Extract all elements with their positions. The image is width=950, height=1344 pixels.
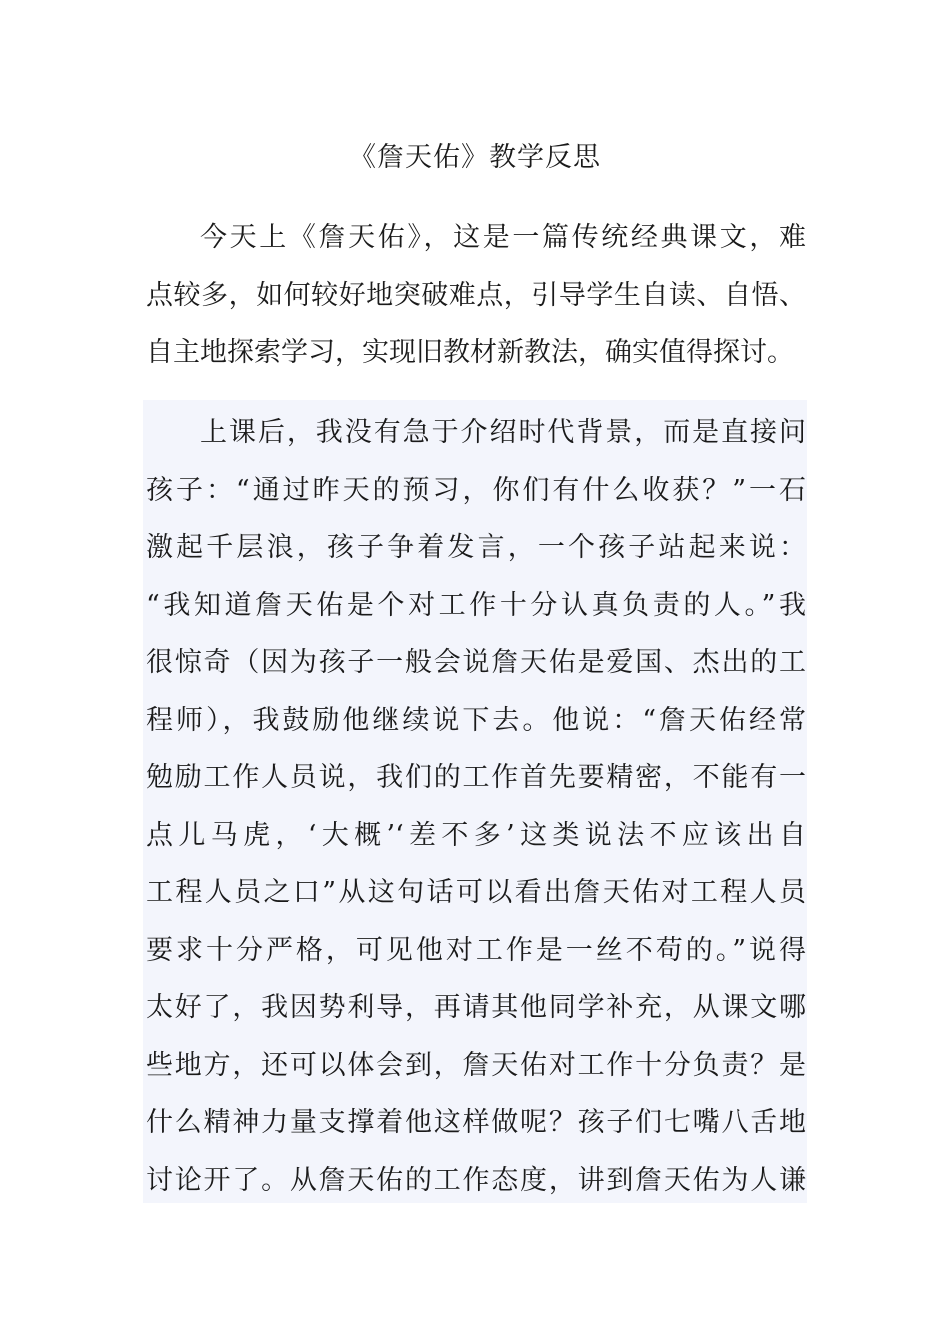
paragraph-line: 些地方，还可以体会到，詹天佑对工作十分负责？是 [146,1049,806,1081]
paragraph-line: 孩子：“通过昨天的预习，你们有什么收获？”一石 [146,474,806,506]
paragraph-line: 讨论开了。从詹天佑的工作态度，讲到詹天佑为人谦 [146,1164,806,1196]
paragraph-line: “我知道詹天佑是个对工作十分认真负责的人。”我 [146,589,806,621]
paragraph-line: 工程人员之口”从这句话可以看出詹天佑对工程人员 [146,877,806,908]
paragraph-line: 自主地探索学习，实现旧教材新教法，确实值得探讨。 [146,337,794,368]
paragraph-line: 点较多，如何较好地突破难点，引导学生自读、自悟、 [146,279,806,311]
paragraph-line: 上课后，我没有急于介绍时代背景，而是直接问 [200,417,806,448]
paragraph-line: 激起千层浪，孩子争着发言，一个孩子站起来说： [146,532,806,563]
paragraph-line: 要求十分严格，可见他对工作是一丝不苟的。”说得 [146,934,806,966]
paragraph-2 [146,404,806,1209]
paragraph-line: 今天上《詹天佑》，这是一篇传统经典课文，难 [200,222,806,253]
paragraph-line: 勉励工作人员说，我们的工作首先要精密，不能有一 [146,762,806,793]
paragraph-line: 太好了，我因势利导，再请其他同学补充，从课文哪 [146,992,806,1023]
paragraph-line: 什么精神力量支撑着他这样做呢？孩子们七嘴八舌地 [146,1107,806,1138]
document-title: 《詹天佑》教学反思 [349,142,601,173]
paragraph-line: 很惊奇（因为孩子一般会说詹天佑是爱国、杰出的工 [146,647,806,678]
paragraph-1 [146,209,806,382]
paragraph-line: 点儿马虎，‘大概’‘差不多’这类说法不应该出自 [146,819,806,851]
paragraph-line: 程师），我鼓励他继续说下去。他说：“詹天佑经常 [146,704,806,736]
